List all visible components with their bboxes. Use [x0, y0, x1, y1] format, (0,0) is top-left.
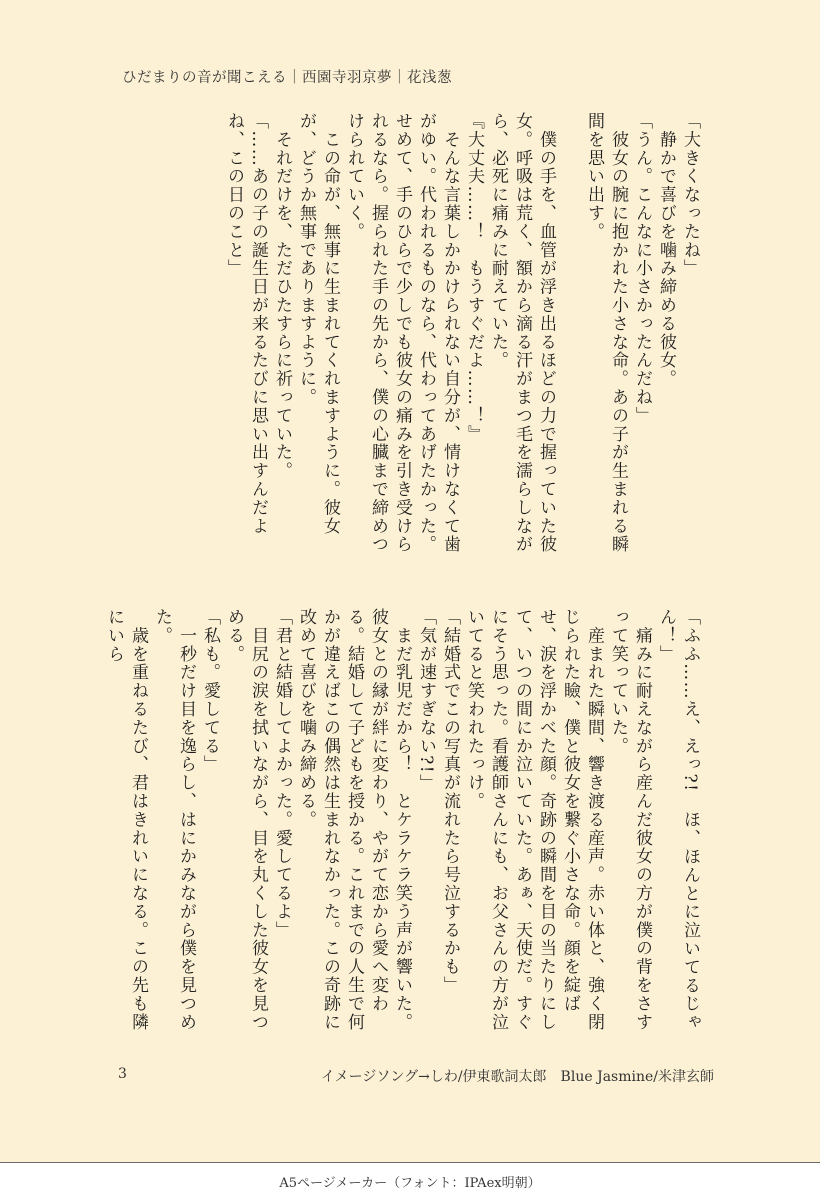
- upper-paragraph: 「大きくなったね」: [680, 112, 700, 278]
- lower-paragraph: 「結婚式でこの写真が流れたら号泣するかも」: [440, 608, 460, 995]
- upper-paragraph: 静かで喜びを噛み締める彼女。: [656, 112, 676, 388]
- running-head: ひだまりの音が聞こえる｜西園寺羽京夢｜花浅葱: [122, 70, 452, 86]
- upper-paragraph: そんな言葉しかかけられない自分が、情けなくて歯がゆい。代われるものなら、代わってあげたかった。せめて、手のひらで少しでも彼女の痛みを引き受けられるなら。握られた手の先から、僕の心臓まで締めつけられていく。: [344, 112, 460, 554]
- upper-paragraph: 僕の手を、血管が浮き出るほどの力で握っていた彼女。呼吸は荒く、額から滴る汗がまつ毛を濡らしながら、必死に痛みに耐えていた。: [488, 112, 556, 554]
- lower-paragraph: まだ乳児だから！ とケラケラ笑う声が響いた。彼女との縁が絆に変わり、やがて恋から愛へ変わる。結婚して子どもを授かる。これまでの人生で何かが違えばこの偶然は生まれなかった。この奇跡に改めて喜びを噛み締める。: [296, 608, 412, 1032]
- upper-text-column: [118, 112, 702, 560]
- upper-paragraph: [558, 112, 582, 560]
- generator-caption: A5ページメーカー（フォント：IPAex明朝）: [279, 1176, 541, 1191]
- lower-text-column: [104, 608, 702, 1046]
- lower-paragraph: 「私も。愛してる」: [200, 608, 220, 774]
- lower-paragraph: 痛みに耐えながら産んだ彼女の方が僕の背をさすって笑っていた。: [608, 608, 652, 1032]
- lower-paragraph: 産まれた瞬間、響き渡る産声。赤い体と、強く閉じられた瞼、僕と彼女を繋ぐ小さな命。顔を綻ばせ、涙を浮かべた顔。奇跡の瞬間を目の当たりにして、いつの間にか泣いていた。あぁ、天使だ。すぐにそう思った。看護師さんにも、お父さんの方が泣いてると笑われたっけ。: [464, 608, 604, 1032]
- upper-paragraph: 「……あの子の誕生日が来るたびに思い出すんだよね、この日のこと」: [224, 112, 268, 536]
- lower-paragraph: 歳を重ねるたび、君はきれいになる。この先も隣にいら: [104, 608, 148, 1032]
- upper-paragraph: それだけを、ただひたすらに祈っていた。: [272, 112, 292, 480]
- lower-paragraph: 「ふふ……え、えっ?! ほ、ほんとに泣いてるじゃん！」: [656, 608, 700, 1032]
- image-song-credits: イメージソング→しわ/伊東歌詞太郎 Blue Jasmine/米津玄師: [320, 1069, 714, 1085]
- lower-paragraph: 「気が速すぎない?!」: [416, 608, 436, 793]
- upper-paragraph: 彼女の腕に抱かれた小さな命。あの子が生まれる瞬間を思い出す。: [584, 112, 628, 554]
- lower-paragraph: 目尻の涙を拭いながら、目を丸くした彼女を見つめる。: [224, 608, 268, 1032]
- upper-paragraph: 「うん。こんなに小さかったんだね」: [632, 112, 652, 425]
- page-number: 3: [118, 1066, 127, 1082]
- lower-paragraph: 「君と結婚してよかった。愛してるよ」: [272, 608, 292, 940]
- lower-paragraph: 一秒だけ目を逸らし、はにかみながら僕を見つめた。: [152, 608, 196, 1032]
- upper-paragraph: この命が、無事に生まれてくれますように。彼女が、どうか無事でありますように。: [296, 112, 340, 536]
- upper-paragraph: 『大丈夫……！ もうすぐだよ……！』: [464, 112, 484, 444]
